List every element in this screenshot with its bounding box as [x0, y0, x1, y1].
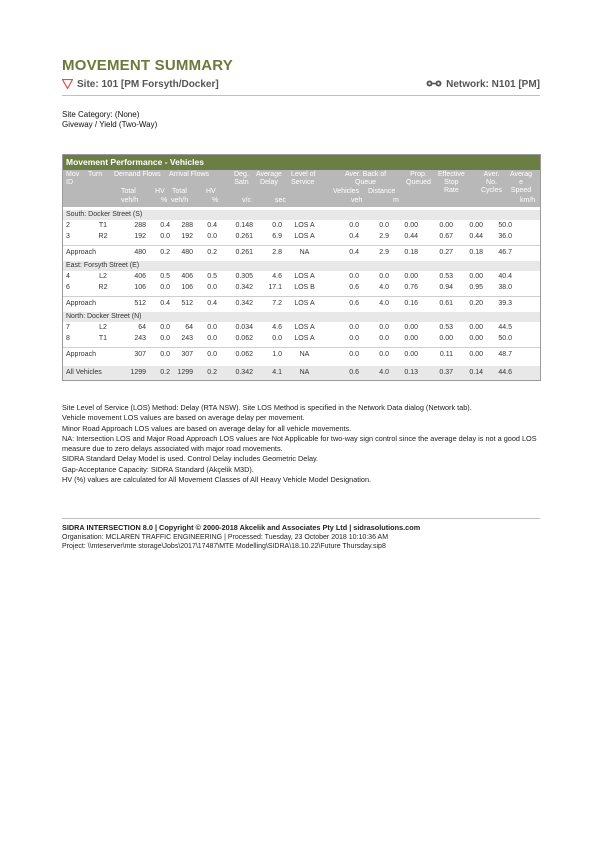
cell-demand-total: 406 [134, 273, 146, 280]
cell-los: LOS A [294, 273, 315, 280]
cell-cycles: 0.00 [469, 222, 483, 229]
cell-speed: 50.0 [498, 335, 512, 342]
header-aver-cycles: Aver. No. Cycles [481, 171, 503, 194]
footer-copyright: SIDRA INTERSECTION 8.0 | Copyright © 2000-2018 Akcelik and Associates Pty Ltd | sidrasolutions.com [62, 523, 421, 532]
cell-demand-total: 288 [134, 222, 146, 229]
cell-queue-distance: 0.0 [379, 335, 389, 342]
cell-turn: R2 [98, 233, 108, 240]
cell-demand-hv: 0.2 [160, 248, 170, 256]
note-gap-acceptance: Gap-Acceptance Capacity: SIDRA Standard (Akçelik M3D). [62, 464, 254, 474]
cell-cycles: 0.44 [469, 233, 483, 240]
unit-pct-arrival: % [212, 197, 219, 204]
cell-turn: T1 [98, 335, 108, 342]
notes [62, 403, 544, 485]
cell-mov-id: 8 [66, 335, 70, 342]
cell-deg-satn: 0.034 [235, 324, 253, 331]
cell-speed: 44.5 [498, 324, 512, 331]
cell-mov-id: 7 [66, 324, 70, 331]
header-prop-queued: Prop. Queued [406, 171, 431, 186]
cell-cycles: 0.18 [469, 248, 483, 256]
page-title: MOVEMENT SUMMARY [62, 57, 233, 74]
cell-queue-vehicles: 0.4 [349, 233, 359, 240]
cell-cycles: 0.20 [469, 299, 483, 307]
cell-demand-total: 243 [134, 335, 146, 342]
unit-veh: veh [351, 197, 363, 204]
cell-queue-vehicles: 0.0 [349, 324, 359, 331]
cell-mov-id: 4 [66, 273, 70, 280]
unit-kmh: km/h [520, 197, 536, 204]
unit-veh-h-arrival: veh/h [171, 197, 189, 204]
site-meta [62, 110, 157, 130]
cell-stop-rate: 0.61 [439, 299, 453, 307]
note-minor-road: Minor Road Approach LOS values are based on average delay for all vehicle movements. [62, 423, 352, 433]
table-row [63, 322, 540, 333]
column-headers [63, 170, 540, 207]
cell-speed: 38.0 [498, 284, 512, 291]
cell-mov-id: 2 [66, 222, 70, 229]
header-effective-stop-rate: Effective Stop Rate [438, 171, 465, 194]
group-east: East: Forsyth Street (E) [63, 261, 540, 271]
cell-demand-hv: 0.2 [160, 369, 170, 376]
table-title: Movement Performance - Vehicles [63, 155, 540, 170]
cell-prop-queued: 0.16 [404, 299, 418, 307]
cell-prop-queued: 0.13 [404, 369, 418, 376]
cell-cycles: 0.14 [469, 369, 483, 376]
cell-demand-hv: 0.0 [160, 233, 170, 240]
cell-arrival-hv: 0.0 [207, 335, 217, 342]
cell-los: NA [299, 369, 310, 376]
header-level-of-service: Level of Service [291, 171, 316, 186]
site-label-text: Site: 101 [PM Forsyth/Docker] [77, 79, 219, 90]
cell-demand-hv: 0.4 [160, 222, 170, 229]
cell-prop-queued: 0.00 [404, 273, 418, 280]
giveway-sign-icon [62, 79, 73, 92]
cell-queue-vehicles: 0.6 [349, 284, 359, 291]
cell-approach-label: Approach [66, 299, 96, 307]
cell-los: LOS A [294, 299, 315, 307]
cell-approach-label: Approach [66, 350, 96, 358]
unit-sec: sec [275, 197, 286, 204]
cell-cycles: 0.95 [469, 284, 483, 291]
cell-deg-satn: 0.305 [235, 273, 253, 280]
cell-arrival-hv: 0.4 [207, 222, 217, 229]
table-row [63, 282, 540, 293]
cell-all-vehicles-label: All Vehicles [66, 369, 102, 376]
all-vehicles-row [63, 366, 540, 380]
cell-cycles: 0.00 [469, 350, 483, 358]
cell-cycles: 0.00 [469, 335, 483, 342]
cell-arrival-total: 406 [181, 273, 193, 280]
cell-los: NA [299, 350, 310, 358]
unit-pct-demand: % [161, 197, 168, 204]
cell-demand-total: 106 [134, 284, 146, 291]
network-label [426, 79, 540, 91]
cell-deg-satn: 0.342 [235, 284, 253, 291]
header-hv-demand: HV [155, 188, 165, 195]
cell-delay: 7.2 [272, 299, 282, 307]
cell-speed: 46.7 [498, 248, 512, 256]
header-deg-satn: Deg. Satn [234, 171, 249, 186]
table-row [63, 333, 540, 344]
header-total-demand: Total [121, 188, 136, 195]
cell-speed: 44.6 [498, 369, 512, 376]
cell-arrival-total: 480 [181, 248, 193, 256]
cell-deg-satn: 0.062 [235, 350, 253, 358]
cell-demand-total: 192 [134, 233, 146, 240]
cell-los: LOS A [294, 324, 315, 331]
header-mov-id: Mov ID [66, 171, 80, 186]
group-north: North: Docker Street (N) [63, 312, 540, 322]
approach-row [63, 245, 540, 258]
cell-delay: 17.1 [268, 284, 282, 291]
cell-los: LOS A [294, 233, 315, 240]
cell-queue-distance: 0.0 [379, 222, 389, 229]
cell-arrival-total: 512 [181, 299, 193, 307]
cell-arrival-total: 1299 [177, 369, 193, 376]
cell-demand-hv: 0.5 [160, 273, 170, 280]
cell-stop-rate: 0.27 [439, 248, 453, 256]
cell-demand-hv: 0.4 [160, 299, 170, 307]
cell-arrival-total: 64 [185, 324, 193, 331]
cell-turn: L2 [99, 273, 107, 280]
site-category: Site Category: (None) [62, 110, 140, 119]
cell-prop-queued: 0.00 [404, 222, 418, 229]
header-total-arrival: Total [172, 188, 187, 195]
site-header [62, 79, 540, 96]
cell-demand-hv: 0.0 [160, 284, 170, 291]
cell-los: NA [299, 248, 310, 256]
cell-queue-vehicles: 0.6 [349, 299, 359, 307]
header-demand-flows: Demand Flows [114, 171, 161, 178]
cell-los: LOS A [294, 222, 315, 229]
cell-delay: 4.6 [272, 273, 282, 280]
footer-project: Project: \\mteserver\mte storage\Jobs\2017\17487\MTE Modelling\SIDRA\18.10.22\Future Thursday.sip8 [62, 543, 386, 550]
network-label-text: Network: N101 [PM] [446, 79, 540, 90]
note-na: NA: Intersection LOS and Major Road Approach LOS values are Not Applicable for two-way sign control since the average delay is not a good LOS measure due to zero delays associated with major road movements. [62, 433, 537, 454]
note-delay-model: SIDRA Standard Delay Model is used. Control Delay includes Geometric Delay. [62, 454, 319, 464]
cell-queue-vehicles: 0.4 [349, 248, 359, 256]
cell-queue-distance: 2.9 [379, 233, 389, 240]
approach-row [63, 347, 540, 360]
note-hv: HV (%) values are calculated for All Movement Classes of All Heavy Vehicle Model Designation. [62, 475, 372, 485]
cell-arrival-hv: 0.4 [207, 299, 217, 307]
cell-speed: 39.3 [498, 299, 512, 307]
cell-queue-vehicles: 0.0 [349, 273, 359, 280]
cell-queue-distance: 0.0 [379, 273, 389, 280]
cell-demand-hv: 0.0 [160, 324, 170, 331]
header-distance: Distance [368, 188, 396, 195]
cell-cycles: 0.00 [469, 324, 483, 331]
cell-delay: 0.0 [272, 222, 282, 229]
cell-delay: 4.6 [272, 324, 282, 331]
cell-arrival-hv: 0.5 [207, 273, 217, 280]
header-average-delay: Average Delay [256, 171, 282, 186]
site-control: Giveway / Yield (Two-Way) [62, 120, 158, 129]
note-los-method: Site Level of Service (LOS) Method: Delay (RTA NSW). Site LOS Method is specified in the Network Data dialog (Network tab). [62, 403, 472, 412]
cell-stop-rate: 0.67 [439, 233, 453, 240]
cell-speed: 40.4 [498, 273, 512, 280]
cell-demand-total: 512 [134, 299, 146, 307]
cell-arrival-hv: 0.0 [207, 324, 217, 331]
cell-stop-rate: 0.37 [439, 369, 453, 376]
unit-vc: v/c [242, 197, 251, 204]
cell-deg-satn: 0.261 [235, 233, 253, 240]
cell-arrival-hv: 0.0 [207, 284, 217, 291]
cell-prop-queued: 0.76 [404, 284, 418, 291]
footer-organisation: Organisation: MCLAREN TRAFFIC ENGINEERING | Processed: Tuesday, 23 October 2018 10:10:36 AM [62, 533, 389, 541]
cell-arrival-hv: 0.0 [207, 350, 217, 358]
cell-stop-rate: 0.11 [439, 350, 453, 358]
cell-queue-distance: 0.0 [379, 324, 389, 331]
header-back-of-queue: Aver. Back of Queue [345, 171, 387, 186]
cell-approach-label: Approach [66, 248, 96, 256]
cell-stop-rate: 0.00 [439, 335, 453, 342]
cell-arrival-hv: 0.2 [207, 248, 217, 256]
site-label [62, 79, 219, 92]
cell-queue-vehicles: 0.0 [349, 350, 359, 358]
cell-stop-rate: 0.94 [439, 284, 453, 291]
cell-stop-rate: 0.53 [439, 273, 453, 280]
header-vehicles: Vehicles [333, 188, 360, 195]
header-hv-arrival: HV [206, 188, 216, 195]
cell-delay: 6.9 [272, 233, 282, 240]
cell-stop-rate: 0.53 [439, 324, 453, 331]
table-row [63, 231, 540, 242]
cell-prop-queued: 0.44 [404, 233, 418, 240]
cell-deg-satn: 0.261 [235, 248, 253, 256]
cell-speed: 36.0 [498, 233, 512, 240]
cell-delay: 1.0 [272, 350, 282, 358]
network-icon [426, 79, 442, 91]
cell-queue-distance: 0.0 [379, 350, 389, 358]
cell-queue-distance: 2.9 [379, 248, 389, 256]
cell-cycles: 0.00 [469, 273, 483, 280]
group-south: South: Docker Street (S) [63, 210, 540, 220]
cell-queue-vehicles: 0.0 [349, 335, 359, 342]
cell-arrival-total: 106 [181, 284, 193, 291]
cell-delay: 2.8 [272, 248, 282, 256]
cell-prop-queued: 0.00 [404, 324, 418, 331]
header-turn: Turn [88, 171, 103, 178]
unit-m: m [393, 197, 399, 204]
cell-demand-hv: 0.0 [160, 335, 170, 342]
cell-delay: 0.0 [272, 335, 282, 342]
cell-speed: 48.7 [498, 350, 512, 358]
cell-turn: L2 [99, 324, 107, 331]
cell-speed: 50.0 [498, 222, 512, 229]
cell-prop-queued: 0.18 [404, 248, 418, 256]
cell-demand-total: 1299 [130, 369, 146, 376]
cell-delay: 4.1 [272, 369, 282, 376]
table-row [63, 220, 540, 231]
cell-demand-total: 307 [134, 350, 146, 358]
cell-arrival-total: 307 [181, 350, 193, 358]
cell-prop-queued: 0.00 [404, 335, 418, 342]
cell-stop-rate: 0.00 [439, 222, 453, 229]
cell-queue-distance: 4.0 [379, 284, 389, 291]
cell-mov-id: 3 [66, 233, 70, 240]
cell-queue-vehicles: 0.0 [349, 222, 359, 229]
cell-prop-queued: 0.00 [404, 350, 418, 358]
approach-row [63, 296, 540, 309]
cell-demand-total: 480 [134, 248, 146, 256]
cell-demand-hv: 0.0 [160, 350, 170, 358]
header-arrival-flows: Arrival Flows [169, 171, 210, 178]
cell-deg-satn: 0.062 [235, 335, 253, 342]
table-row [63, 271, 540, 282]
unit-veh-h-demand: veh/h [121, 197, 139, 204]
cell-queue-distance: 4.0 [379, 299, 389, 307]
cell-arrival-total: 192 [181, 233, 193, 240]
cell-los: LOS B [294, 284, 315, 291]
note-vehicle-los: Vehicle movement LOS values are based on average delay per movement. [62, 413, 305, 423]
cell-arrival-hv: 0.2 [207, 369, 217, 376]
cell-arrival-hv: 0.0 [207, 233, 217, 240]
footer [62, 518, 540, 552]
cell-mov-id: 6 [66, 284, 70, 291]
cell-deg-satn: 0.342 [235, 369, 253, 376]
cell-queue-vehicles: 0.6 [349, 369, 359, 376]
cell-deg-satn: 0.342 [235, 299, 253, 307]
cell-queue-distance: 4.0 [379, 369, 389, 376]
header-average-speed: Averag e Speed [510, 171, 533, 194]
cell-demand-total: 64 [138, 324, 146, 331]
cell-turn: R2 [98, 284, 108, 291]
cell-arrival-total: 288 [181, 222, 193, 229]
cell-deg-satn: 0.148 [235, 222, 253, 229]
cell-turn: T1 [98, 222, 108, 229]
movement-performance-table [62, 154, 541, 381]
cell-los: LOS A [294, 335, 315, 342]
cell-arrival-total: 243 [181, 335, 193, 342]
